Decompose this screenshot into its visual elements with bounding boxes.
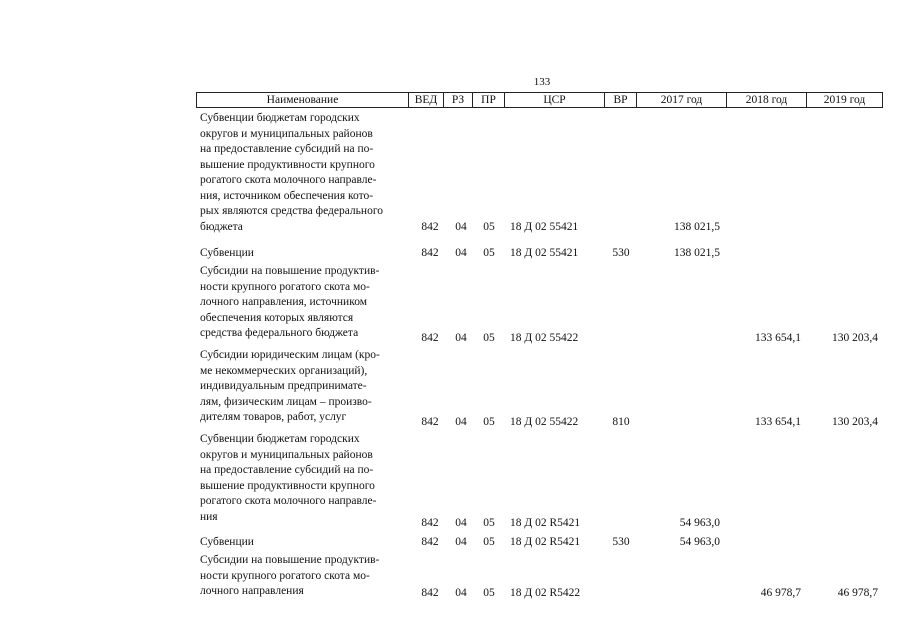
row-pr: 05 (483, 587, 495, 599)
row-name: Субсидии на повышение продуктив- ности крупного рогатого скота мо- лочного направления, источником обеспечения которых являются средства федерального бюджета (200, 265, 380, 339)
row-ved: 842 (421, 416, 439, 428)
header-pr: ПР (473, 93, 505, 107)
header-2017: 2017 год (637, 93, 727, 107)
row-ved: 842 (421, 536, 439, 548)
header-2018: 2018 год (727, 93, 807, 107)
row-rz: 04 (455, 247, 467, 259)
row-csr: 18 Д 02 55421 (510, 247, 579, 259)
row-pr: 05 (483, 247, 495, 259)
header-name: Наименование (197, 93, 409, 107)
row-2017: 54 963,0 (679, 517, 720, 529)
row-2018: 133 654,1 (755, 416, 801, 428)
row-rz: 04 (455, 517, 467, 529)
row-name: Субвенции бюджетам городских округов и муниципальных районов на предоставление субсидий на по- вышение продуктивности крупного рогатого скота молочного направле- ния, источником обеспечения кото- рых являются средства федерального бюджета (200, 112, 384, 233)
header-csr: ЦСР (505, 93, 605, 107)
header-vr: ВР (605, 93, 637, 107)
row-2018: 133 654,1 (755, 332, 801, 344)
row-name: Субвенции (200, 247, 254, 259)
row-ved: 842 (421, 517, 439, 529)
row-name: Субсидии юридическим лицам (кро- ме некоммерческих организаций), индивидуальным предпринимате- лям, физическим лицам – произво- дителям товаров, работ, услуг (200, 349, 380, 423)
row-rz: 04 (455, 416, 467, 428)
row-2019: 130 203,4 (832, 416, 878, 428)
row-vr: 530 (612, 247, 630, 259)
row-rz: 04 (455, 587, 467, 599)
header-rz: РЗ (444, 93, 473, 107)
row-vr: 530 (612, 536, 630, 548)
row-pr: 05 (483, 220, 495, 233)
row-2017: 54 963,0 (679, 536, 720, 548)
header-ved: ВЕД (409, 93, 444, 107)
row-vr: 810 (612, 416, 630, 428)
row-csr: 18 Д 02 55421 (510, 220, 579, 233)
header-2019: 2019 год (823, 94, 866, 106)
page-number: 133 (533, 76, 551, 88)
row-pr: 05 (483, 536, 495, 548)
row-csr: 18 Д 02 R5421 (510, 517, 581, 529)
row-csr: 18 Д 02 55422 (510, 332, 579, 344)
row-csr: 18 Д 02 R5422 (510, 587, 581, 599)
row-2017: 138 021,5 (674, 220, 720, 233)
row-csr: 18 Д 02 R5421 (510, 536, 581, 548)
row-csr: 18 Д 02 55422 (510, 416, 579, 428)
row-ved: 842 (421, 587, 439, 599)
row-name: Субвенции бюджетам городских округов и муниципальных районов на предоставление субсидий на по- вышение продуктивности крупного рогатого скота молочного направле- ния (200, 433, 377, 523)
row-rz: 04 (455, 220, 467, 233)
row-rz: 04 (455, 536, 467, 548)
row-ved: 842 (421, 247, 439, 259)
row-2019: 130 203,4 (832, 332, 878, 344)
row-2019: 46 978,7 (837, 587, 878, 599)
row-name: Субсидии на повышение продуктив- ности крупного рогатого скота мо- лочного направления (200, 554, 380, 597)
row-pr: 05 (483, 517, 495, 529)
row-2017: 138 021,5 (674, 247, 720, 259)
table-header (196, 92, 883, 108)
row-2018: 46 978,7 (760, 587, 801, 599)
row-rz: 04 (455, 332, 467, 344)
row-name: Субвенции (200, 536, 254, 548)
row-pr: 05 (483, 332, 495, 344)
row-pr: 05 (483, 416, 495, 428)
row-ved: 842 (421, 220, 439, 233)
row-ved: 842 (421, 332, 439, 344)
